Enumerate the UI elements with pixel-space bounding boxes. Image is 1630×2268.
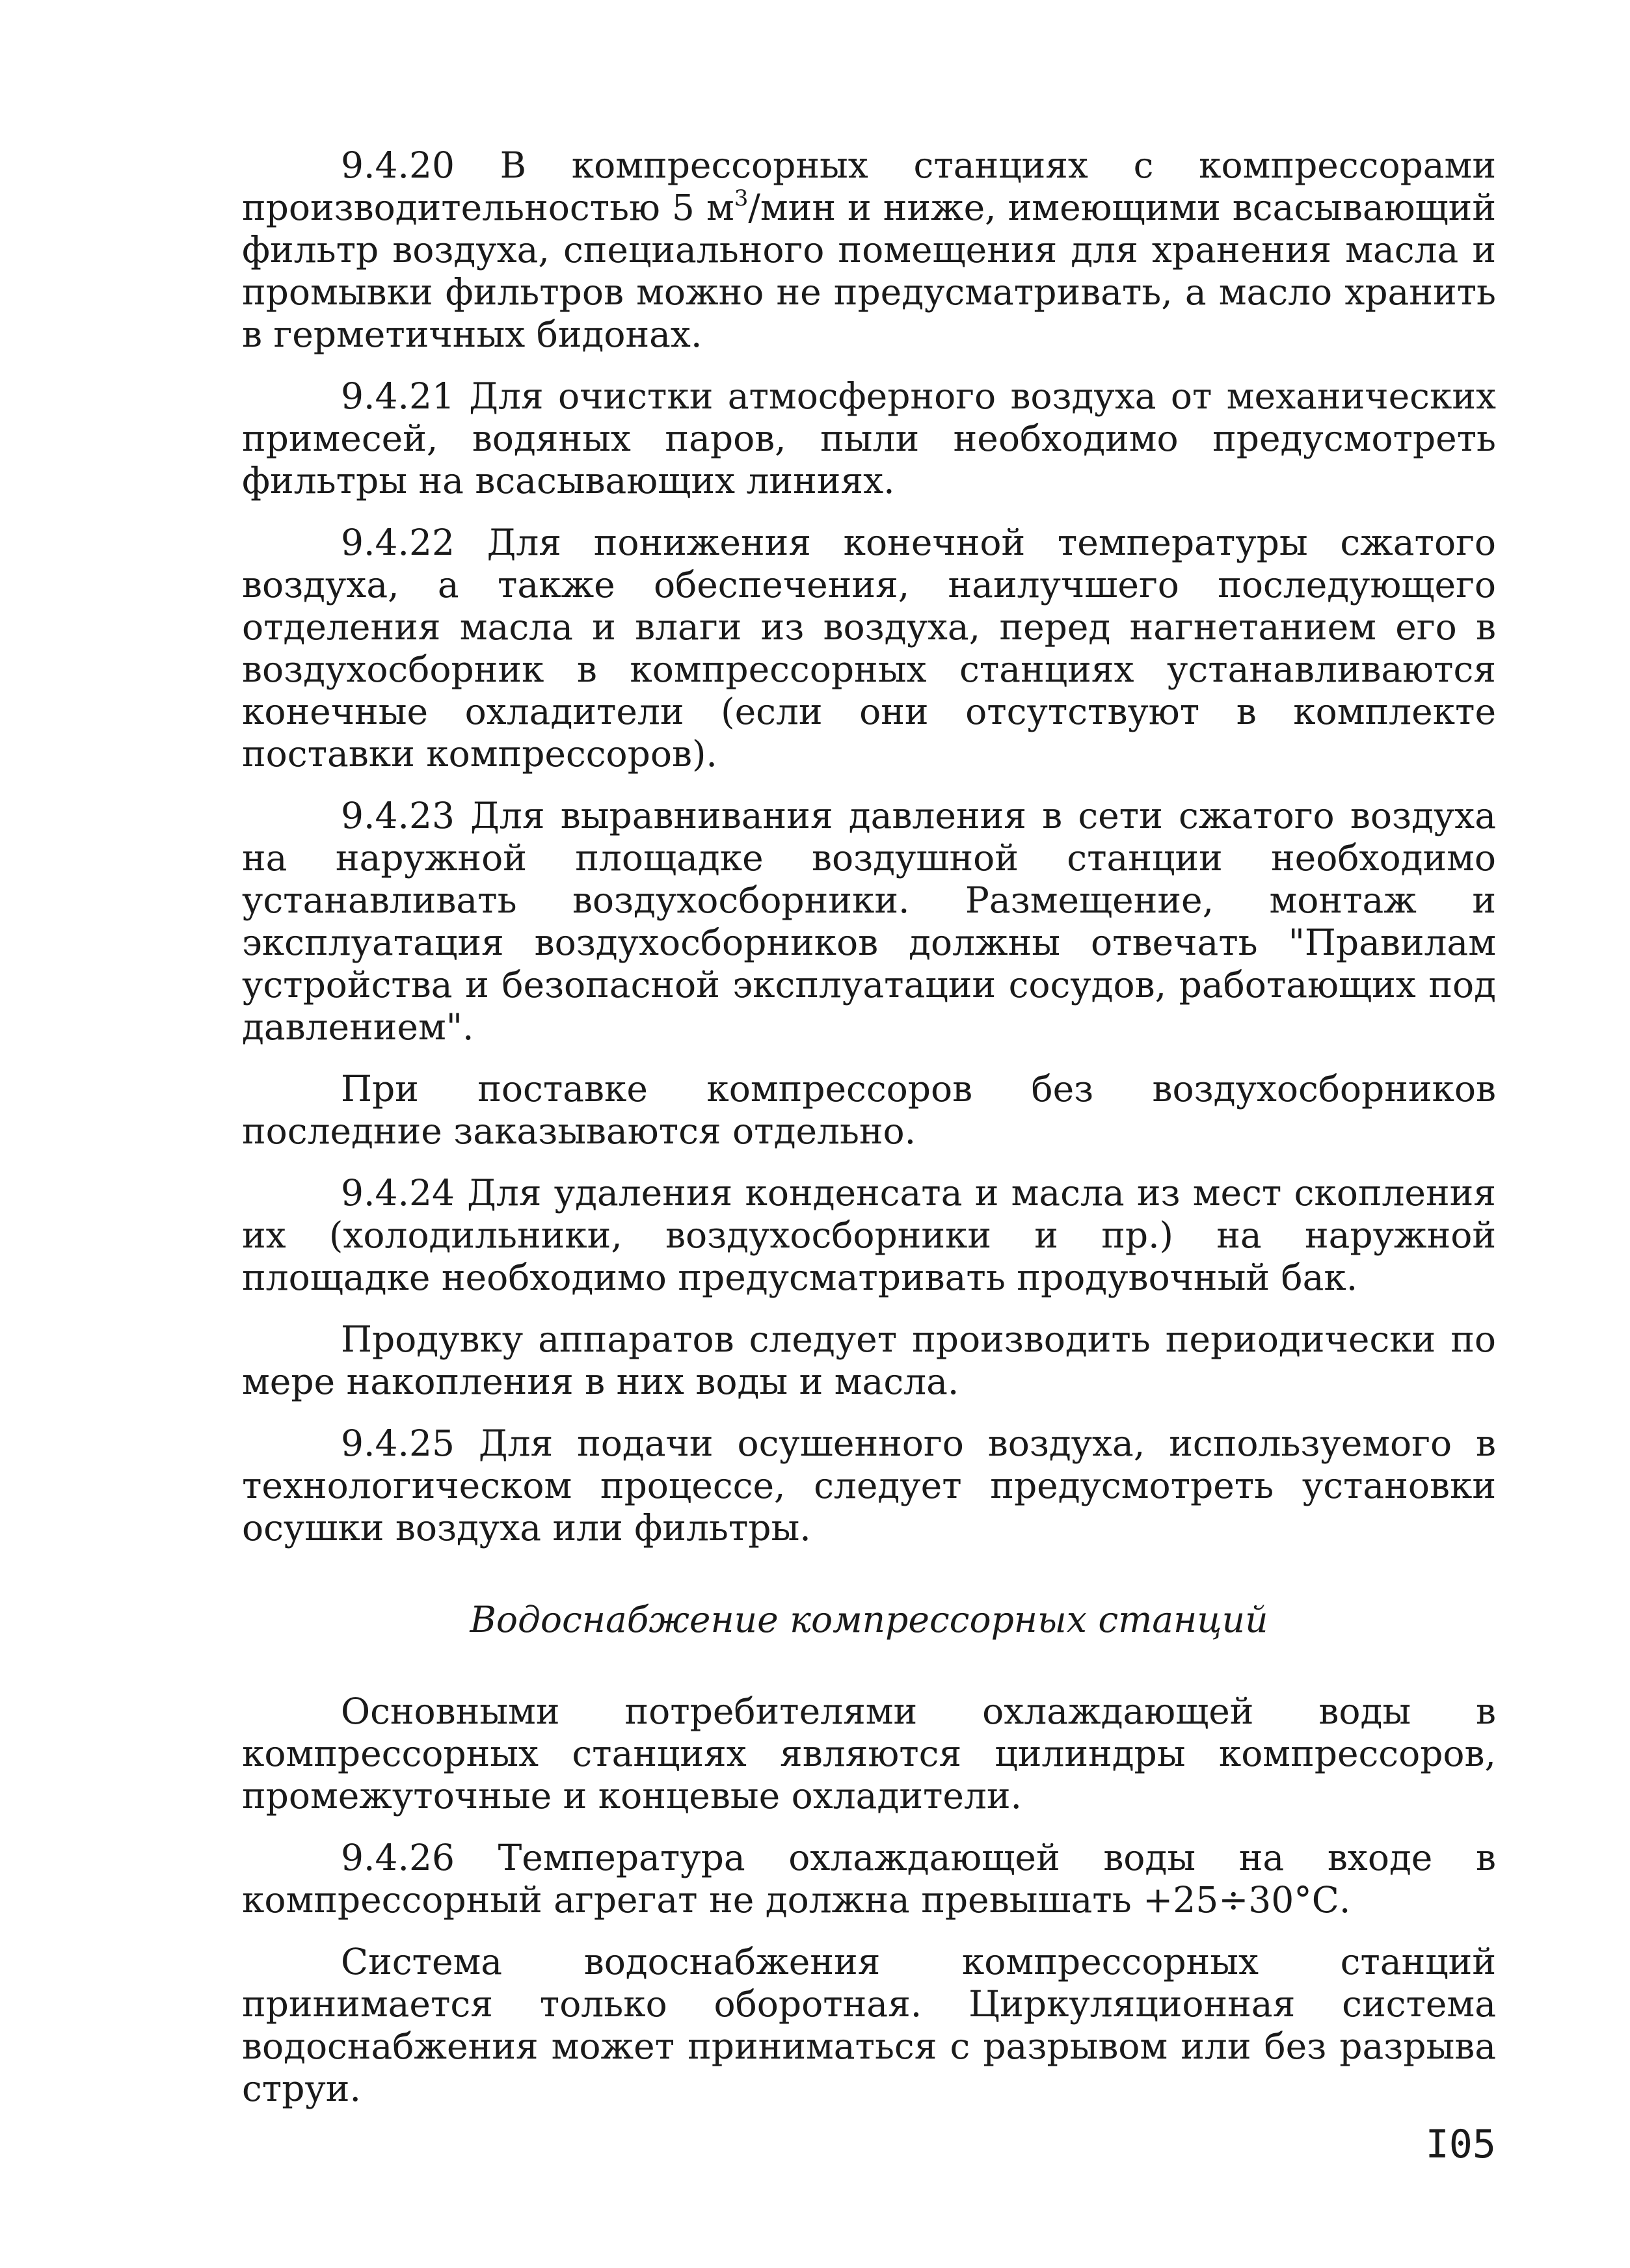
paragraph-9-4-23: 9.4.23 Для выравнивания давления в сети сжатого воздуха на наружной площадке воздушной станции необходимо устанавливать воздухосборники. Размещение, монтаж и эксплуатация воздухосборников должны отвечать "Правилам устройства и безопасной эксплуатации сосудов, работающих под давлением". (242, 795, 1496, 1048)
paragraph-9-4-25: 9.4.25 Для подачи осушенного воздуха, используемого в технологическом процессе, следует предусмотреть установки осушки воздуха или фильтры. (242, 1422, 1496, 1549)
paragraph-purge-note: Продувку аппаратов следует производить периодически по мере накопления в них воды и масла. (242, 1318, 1496, 1402)
paragraph-delivery-note: При поставке компрессоров без воздухосборников последние заказываются отдельно. (242, 1068, 1496, 1152)
paragraph-9-4-22: 9.4.22 Для понижения конечной температуры сжатого воздуха, а также обеспечения, наилучшего последующего отделения масла и влаги из воздуха, перед нагнетанием его в воздухосборник в компрессорных станциях устанавливаются конечные охладители (если они отсутствуют в комплекте поставки компрессоров). (242, 522, 1496, 775)
paragraph-water-system: Система водоснабжения компрессорных станций принимается только оборотная. Циркуляционная система водоснабжения может приниматься с разрывом или без разрыва струи. (242, 1941, 1496, 2109)
paragraph-text: 9.4.20 В компрессорных станциях с компрессорами производительностью 5 м (242, 144, 1496, 228)
paragraph-9-4-24: 9.4.24 Для удаления конденсата и масла из мест скопления их (холодильники, воздухосборники и пр.) на наружной площадке необходимо предусматривать продувочный бак. (242, 1172, 1496, 1298)
paragraph-9-4-21: 9.4.21 Для очистки атмосферного воздуха от механических примесей, водяных паров, пыли необходимо предусмотреть фильтры на всасывающих линиях. (242, 375, 1496, 501)
paragraph-9-4-26: 9.4.26 Температура охлаждающей воды на входе в компрессорный агрегат не должна превышать +25÷30°С. (242, 1837, 1496, 1921)
page-number: I05 (1425, 2122, 1496, 2167)
paragraph-text-continued: /мин и ниже, имеющими всасывающий фильтр воздуха, специального помещения для хранения масла и промывки фильтров можно не предусматривать, а масло хранить в герметичных бидонах. (242, 187, 1496, 355)
section-heading: Водоснабжение компрессорных станций (470, 1599, 1268, 1640)
paragraph-9-4-20 (242, 144, 1496, 356)
paragraph-water-consumers: Основными потребителями охлаждающей воды в компрессорных станциях являются цилиндры компрессоров, промежуточные и концевые охладители. (242, 1690, 1496, 1817)
superscript: 3 (734, 185, 749, 211)
page-body (242, 144, 1496, 2129)
